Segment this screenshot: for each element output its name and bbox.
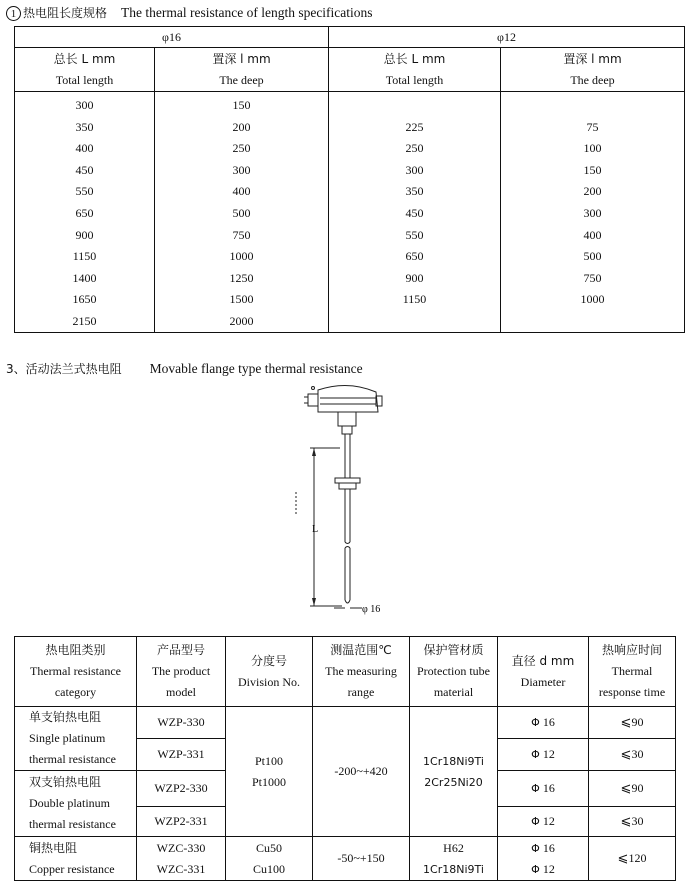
category-single-platinum bbox=[15, 707, 137, 771]
header-zh: 置深 l mm bbox=[563, 52, 622, 66]
header-en: Total length bbox=[55, 73, 114, 87]
header-en: The measuring bbox=[325, 664, 397, 678]
table-cell: 400 bbox=[75, 141, 94, 156]
header-en: Thermal resistance bbox=[30, 664, 121, 678]
diameter-value: 16 bbox=[542, 715, 555, 729]
table-cell bbox=[329, 311, 500, 333]
diameter-value: 12 bbox=[542, 814, 555, 828]
diameter-cell bbox=[498, 807, 589, 837]
length-spec-table bbox=[14, 26, 685, 333]
table-cell: 350 bbox=[405, 184, 424, 199]
response-value: 30 bbox=[631, 814, 644, 828]
section3-title-en: Movable flange type thermal resistance bbox=[149, 361, 363, 376]
table-row bbox=[15, 707, 676, 739]
header-diameter bbox=[498, 637, 589, 707]
header-en: material bbox=[433, 685, 474, 699]
table-row bbox=[15, 837, 676, 881]
col-total-length-header bbox=[15, 49, 154, 91]
diameter-cell bbox=[498, 739, 589, 771]
header-en: category bbox=[54, 685, 97, 699]
table-cell: 1500 bbox=[229, 292, 254, 307]
table-cell: 900 bbox=[75, 227, 94, 242]
material-value: H62 bbox=[443, 840, 464, 855]
header-zh: 产品型号 bbox=[156, 643, 205, 657]
le-symbol: ⩽ bbox=[620, 814, 632, 829]
phi16-group-header: φ16 bbox=[162, 30, 181, 44]
table-cell: 550 bbox=[75, 184, 94, 199]
category-zh: 双支铂热电阻 bbox=[29, 775, 102, 789]
header-response bbox=[589, 637, 676, 707]
table-cell bbox=[501, 95, 684, 117]
diameter-cell bbox=[498, 837, 589, 881]
le-symbol: ⩽ bbox=[620, 747, 632, 762]
table-cell: 150 bbox=[232, 98, 251, 112]
table-cell: 1250 bbox=[229, 270, 254, 285]
header-row bbox=[15, 637, 676, 707]
col-deep-header bbox=[501, 49, 684, 91]
response-cell bbox=[589, 807, 676, 837]
response-value: 120 bbox=[628, 851, 647, 865]
model-value: WZC-331 bbox=[156, 861, 206, 876]
header-material bbox=[410, 637, 498, 707]
table-cell: 75 bbox=[586, 119, 599, 134]
division-cu-cell bbox=[226, 837, 313, 881]
category-en: thermal resistance bbox=[29, 817, 116, 831]
model-value: WZC-330 bbox=[156, 840, 206, 855]
table-cell: 500 bbox=[232, 205, 251, 220]
table-cell: 450 bbox=[405, 205, 424, 220]
header-en: The deep bbox=[570, 73, 615, 87]
material-value: 2Cr25Ni20 bbox=[424, 775, 483, 789]
diameter-symbol: Φ bbox=[531, 815, 540, 828]
material-cu-cell bbox=[410, 837, 498, 881]
table-cell: 2000 bbox=[229, 313, 254, 328]
diameter-symbol: Φ bbox=[531, 716, 540, 729]
division-value: Pt100 bbox=[254, 753, 283, 768]
material-value: 1Cr18Ni9Ti bbox=[423, 754, 484, 768]
section3-title-zh: 3、活动法兰式热电阻 bbox=[6, 362, 122, 376]
model-cell bbox=[137, 837, 226, 881]
response-value: 90 bbox=[631, 781, 644, 795]
table-cell: 1000 bbox=[229, 249, 254, 264]
header-category bbox=[15, 637, 137, 707]
table-cell: 450 bbox=[75, 162, 94, 177]
division-value: Cu50 bbox=[255, 840, 282, 855]
table-cell: 1150 bbox=[72, 249, 97, 264]
response-value: 30 bbox=[631, 747, 644, 761]
le-symbol: ⩽ bbox=[620, 715, 632, 730]
material-value: 1Cr18Ni9Ti bbox=[423, 862, 484, 876]
header-en: The product bbox=[151, 664, 211, 678]
header-en: model bbox=[166, 685, 196, 699]
header-zh: 分度号 bbox=[250, 653, 287, 668]
range-cu-cell: -50~+150 bbox=[313, 837, 410, 881]
diameter-symbol: Φ bbox=[531, 841, 540, 855]
response-cell bbox=[589, 771, 676, 807]
header-range bbox=[313, 637, 410, 707]
table-cell: 750 bbox=[232, 227, 251, 242]
category-en: Copper resistance bbox=[29, 861, 115, 876]
dimension-phi-label: φ 16 bbox=[362, 604, 381, 615]
range-pt-cell: -200~+420 bbox=[313, 707, 410, 837]
table-cell bbox=[329, 95, 500, 117]
diameter-symbol: Φ bbox=[531, 862, 540, 876]
table-cell: 400 bbox=[232, 184, 251, 199]
diameter-value: 16 bbox=[542, 781, 555, 795]
table-cell: 200 bbox=[232, 119, 251, 134]
header-en: Thermal bbox=[611, 664, 653, 678]
category-en: Single platinum bbox=[29, 731, 106, 745]
phi16-total-column bbox=[15, 95, 154, 333]
header-en: range bbox=[347, 685, 375, 699]
table-cell: 250 bbox=[405, 141, 424, 156]
table-cell: 200 bbox=[583, 184, 602, 199]
phi12-group-header: φ12 bbox=[497, 30, 516, 44]
junction-head bbox=[318, 385, 378, 412]
table-cell: 550 bbox=[405, 227, 424, 242]
model-cell: WZP-331 bbox=[137, 739, 226, 771]
category-double-platinum bbox=[15, 771, 137, 837]
dimension-L-label: L bbox=[312, 524, 319, 535]
category-zh: 铜热电阻 bbox=[29, 840, 78, 855]
category-en: thermal resistance bbox=[29, 752, 116, 766]
header-zh: 总长 L mm bbox=[383, 52, 446, 66]
header-en: Division No. bbox=[237, 674, 300, 689]
phi12-total-column bbox=[329, 95, 500, 333]
table-cell: 1000 bbox=[580, 292, 605, 307]
table-cell: 300 bbox=[583, 205, 602, 220]
header-zh: 保护管材质 bbox=[423, 643, 484, 657]
header-en: response time bbox=[598, 685, 666, 699]
header-en: Total length bbox=[385, 73, 444, 87]
response-cell bbox=[589, 837, 676, 881]
neck bbox=[338, 412, 356, 426]
header-zh: 测温范围℃ bbox=[330, 643, 392, 657]
table-cell: 300 bbox=[75, 98, 94, 112]
col-deep-header bbox=[155, 49, 328, 91]
col-total-length-header bbox=[329, 49, 500, 91]
flange bbox=[335, 478, 360, 483]
table-cell: 1150 bbox=[402, 292, 427, 307]
header-model bbox=[137, 637, 226, 707]
le-symbol: ⩽ bbox=[617, 851, 629, 866]
table-cell: 650 bbox=[405, 249, 424, 264]
phi12-deep-column bbox=[501, 95, 684, 333]
header-en: Protection tube bbox=[417, 664, 490, 678]
material-pt-cell bbox=[410, 707, 498, 837]
table-cell: 100 bbox=[583, 141, 602, 156]
section1-heading bbox=[6, 4, 373, 21]
table-cell: 2150 bbox=[72, 313, 97, 328]
table-cell: 250 bbox=[232, 141, 251, 156]
division-value: Cu100 bbox=[252, 861, 285, 876]
diameter-symbol: Φ bbox=[531, 748, 540, 761]
table-cell: 650 bbox=[75, 205, 94, 220]
table-cell: 225 bbox=[405, 119, 424, 134]
category-en: Double platinum bbox=[29, 796, 110, 810]
response-value: 90 bbox=[631, 715, 644, 729]
section1-title-zh: 热电阻长度规格 bbox=[23, 6, 108, 20]
table-cell: 500 bbox=[583, 249, 602, 264]
category-copper bbox=[15, 837, 137, 881]
section-number-badge: 1 bbox=[6, 6, 21, 21]
table-cell: 900 bbox=[405, 270, 424, 285]
phi16-deep-column bbox=[155, 95, 328, 333]
header-zh: 热电阻类别 bbox=[45, 643, 106, 657]
section1-title-en: The thermal resistance of length specifications bbox=[121, 5, 373, 20]
model-cell: WZP2-330 bbox=[137, 771, 226, 807]
table-cell bbox=[501, 311, 684, 333]
diameter-symbol: Φ bbox=[531, 782, 540, 795]
division-pt-cell bbox=[226, 707, 313, 837]
header-en: The deep bbox=[219, 73, 264, 87]
diameter-cell bbox=[498, 707, 589, 739]
model-cell: WZP-330 bbox=[137, 707, 226, 739]
flange-thermal-resistance-drawing bbox=[290, 382, 410, 618]
table-cell: 350 bbox=[75, 119, 94, 134]
table-cell: 300 bbox=[232, 162, 251, 177]
diameter-value: 12 bbox=[542, 861, 555, 876]
le-symbol: ⩽ bbox=[620, 781, 632, 796]
table-cell: 400 bbox=[583, 227, 602, 242]
section3-heading bbox=[6, 360, 363, 377]
table-cell: 1400 bbox=[72, 270, 97, 285]
division-value: Pt1000 bbox=[251, 774, 286, 789]
header-division bbox=[226, 637, 313, 707]
table-cell: 150 bbox=[583, 162, 602, 177]
cable-gland bbox=[308, 394, 318, 406]
product-spec-table bbox=[14, 636, 676, 881]
diameter-cell bbox=[498, 771, 589, 807]
response-cell bbox=[589, 707, 676, 739]
table-cell: 1650 bbox=[72, 292, 97, 307]
diameter-value: 16 bbox=[542, 840, 555, 855]
table-cell: 300 bbox=[405, 162, 424, 177]
model-cell: WZP2-331 bbox=[137, 807, 226, 837]
diameter-value: 12 bbox=[542, 747, 555, 761]
header-zh: 置深 l mm bbox=[212, 52, 271, 66]
table-cell: 750 bbox=[583, 270, 602, 285]
header-zh: 总长 L mm bbox=[53, 52, 116, 66]
header-zh: 热响应时间 bbox=[601, 643, 662, 657]
category-zh: 单支铂热电阻 bbox=[29, 710, 102, 724]
header-en: Diameter bbox=[520, 674, 566, 689]
header-zh: 直径 d mm bbox=[511, 653, 575, 668]
response-cell bbox=[589, 739, 676, 771]
